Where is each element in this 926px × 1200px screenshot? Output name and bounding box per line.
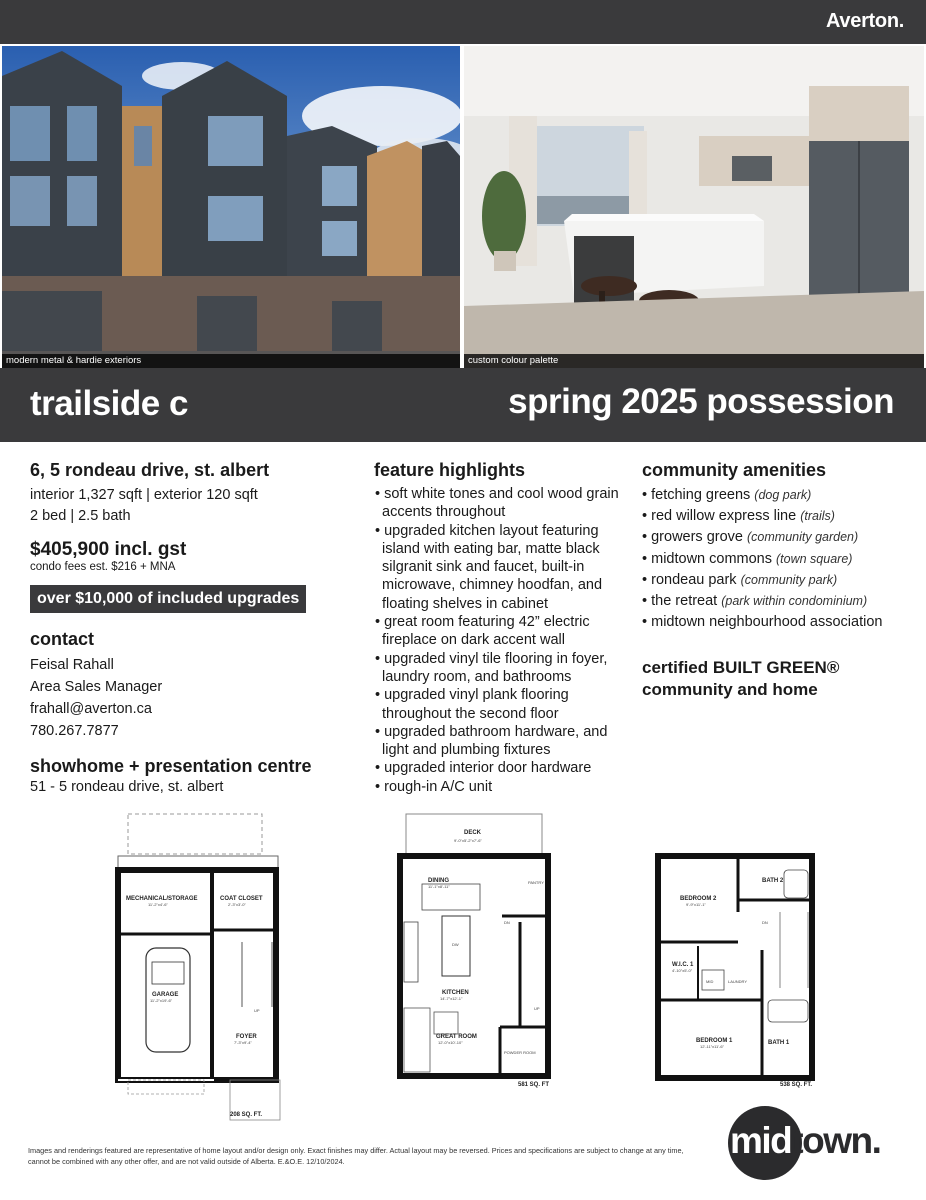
feature-item: • soft white tones and cool wood grain accents throughout (375, 486, 619, 521)
stair-up-label: UP (534, 1006, 540, 1011)
photo-strip (0, 44, 926, 368)
listing-address: 6, 5 rondeau drive, st. albert (30, 460, 270, 480)
room-label-kitchen: KITCHEN (442, 990, 469, 996)
floorplan-garage-level (112, 812, 288, 1124)
room-label-mid: MID (706, 979, 714, 984)
exterior-caption: modern metal & hardie exteriors (2, 354, 460, 368)
amenity-item: • growers grove (community garden) (642, 529, 859, 546)
amenity-item: • the retreat (park within condominium) (642, 593, 868, 610)
stair-down-label: DN (762, 920, 768, 925)
room-dim-bedroom-2: 9'-9"x11'-1" (686, 902, 706, 907)
certified-line-1: certified BUILT GREEN® (642, 658, 840, 678)
midtown-logo-text: midtown. (730, 1120, 881, 1161)
community-amenities (642, 458, 922, 701)
kitchen-caption: custom colour palette (464, 354, 924, 368)
legal-disclaimer: Images and renderings featured are representative of home layout and/or design only. Exact finishes may differ. Actual layout may be reversed. Prices and specifications are subject to change at any time, cannot be combined with any other offer, and are not valid outside of Alberta. E.&O.E. 12/10/2024. (28, 1146, 684, 1166)
feature-item: • upgraded vinyl plank flooring throughout the second floor (375, 687, 569, 722)
room-label-foyer: FOYER (236, 1034, 257, 1040)
contact-email[interactable]: frahall@averton.ca (30, 701, 152, 717)
room-label-garage: GARAGE (152, 992, 179, 998)
amenity-item: • rondeau park (community park) (642, 571, 838, 588)
room-dim-deck: 9'-0"x5'-2"x7'-6" (454, 838, 482, 843)
room-label-bath-1: BATH 1 (768, 1040, 790, 1046)
amenity-item: • fetching greens (dog park) (642, 487, 812, 503)
kitchen-interior-image (464, 46, 924, 368)
room-label-powder-room: POWDER ROOM (504, 1050, 536, 1055)
feature-item: • upgraded bathroom hardware, and light and plumbing fixtures (375, 723, 608, 759)
main-level-drawing (394, 812, 554, 1092)
room-label-deck: DECK (464, 830, 482, 836)
listing-price: $405,900 incl. gst (30, 539, 187, 560)
room-dim-bedroom-1: 12'-11"x11'-6" (700, 1044, 725, 1049)
room-label-dining: DINING (428, 878, 449, 884)
garage-level-drawing (112, 812, 288, 1124)
main-level-sqft: 581 SQ. FT (518, 1082, 550, 1088)
top-bar (0, 0, 926, 44)
feature-item: • upgraded kitchen layout featuring island with eating bar, matte black silgranit sink and faucet, built-in microwave, chimney hoodfan, and floating shelves in cabinet (375, 522, 603, 612)
amenity-item: • red willow express line (trails) (642, 508, 835, 525)
feature-item: • upgraded interior door hardware (375, 760, 592, 777)
contact-phone[interactable]: 780.267.7877 (30, 723, 119, 739)
listing-beds-baths: 2 bed | 2.5 bath (30, 508, 131, 524)
room-dim-foyer: 7'-3"x9'-4" (234, 1040, 252, 1045)
certified-line-2: community and home (642, 680, 818, 700)
room-label-mechanical: MECHANICAL/STORAGE (126, 896, 198, 902)
possession-date: spring 2025 possession (508, 382, 894, 421)
room-label-bedroom-2: BEDROOM 2 (680, 896, 717, 902)
dishwasher-label: DW (452, 942, 459, 947)
room-label-wic: W.I.C. 1 (672, 962, 694, 968)
room-label-laundry: LAUNDRY (728, 979, 748, 984)
amenity-item: • midtown commons (town square) (642, 550, 853, 567)
contact-heading: contact (30, 629, 95, 649)
room-label-bedroom-1: BEDROOM 1 (696, 1038, 733, 1044)
midtown-logo (728, 1106, 908, 1180)
feature-item: • rough-in A/C unit (375, 778, 493, 795)
room-dim-dining: 11'-1"x8'-11" (428, 884, 450, 889)
room-dim-wic: 4'-10"x5'-0" (672, 968, 693, 973)
features-heading: feature highlights (374, 460, 526, 480)
townhouse-exterior-image (2, 46, 460, 368)
room-label-pantry: PANTRY (528, 880, 544, 885)
upper-level-drawing (652, 850, 820, 1092)
room-dim-coat-closet: 2'-3"x3'-0" (228, 902, 246, 907)
room-dim-mechanical: 11'-2"x4'-6" (148, 902, 168, 907)
room-label-bath-2: BATH 2 (762, 878, 784, 884)
feature-item: • upgraded vinyl tile flooring in foyer, laundry room, and bathrooms (375, 650, 608, 685)
showhome-address: 51 - 5 rondeau drive, st. albert (30, 779, 224, 795)
averton-logo: Averton. (826, 10, 904, 32)
room-dim-kitchen: 14'-7"x12'-1" (440, 996, 463, 1001)
kitchen-photo (464, 46, 924, 368)
contact-name: Feisal Rahall (30, 657, 114, 673)
amenity-item: • midtown neighbourhood association (642, 614, 883, 631)
certified-built-green (642, 657, 922, 701)
room-dim-garage: 11'-2"x19'-6" (150, 998, 173, 1003)
feature-item: • great room featuring 42” electric fireplace on dark accent wall (375, 614, 590, 649)
room-dim-great-room: 12'-0"x10'-10" (438, 1040, 463, 1045)
room-label-great-room: GREAT ROOM (436, 1034, 477, 1040)
garage-level-sqft: 208 SQ. FT. (230, 1112, 263, 1118)
upper-level-sqft: 538 SQ. FT. (780, 1082, 813, 1088)
stair-up-label: UP (254, 1008, 260, 1013)
feature-highlights (374, 458, 634, 796)
amenities-heading: community amenities (642, 460, 827, 480)
floorplan-upper-level (652, 850, 820, 1092)
model-name: trailside c (30, 384, 188, 423)
listing-details (30, 458, 360, 798)
upgrades-badge: over $10,000 of included upgrades (30, 585, 306, 613)
room-label-coat-closet: COAT CLOSET (220, 896, 263, 902)
floorplan-main-level (394, 812, 554, 1092)
showhome-heading: showhome + presentation centre (30, 756, 312, 776)
condo-fees: condo fees est. $216 + MNA (30, 561, 176, 573)
contact-role: Area Sales Manager (30, 679, 163, 695)
listing-sizes: interior 1,327 sqft | exterior 120 sqft (30, 487, 258, 503)
exterior-photo (2, 46, 460, 368)
title-bar (0, 368, 926, 442)
stair-down-label: DN (504, 920, 510, 925)
